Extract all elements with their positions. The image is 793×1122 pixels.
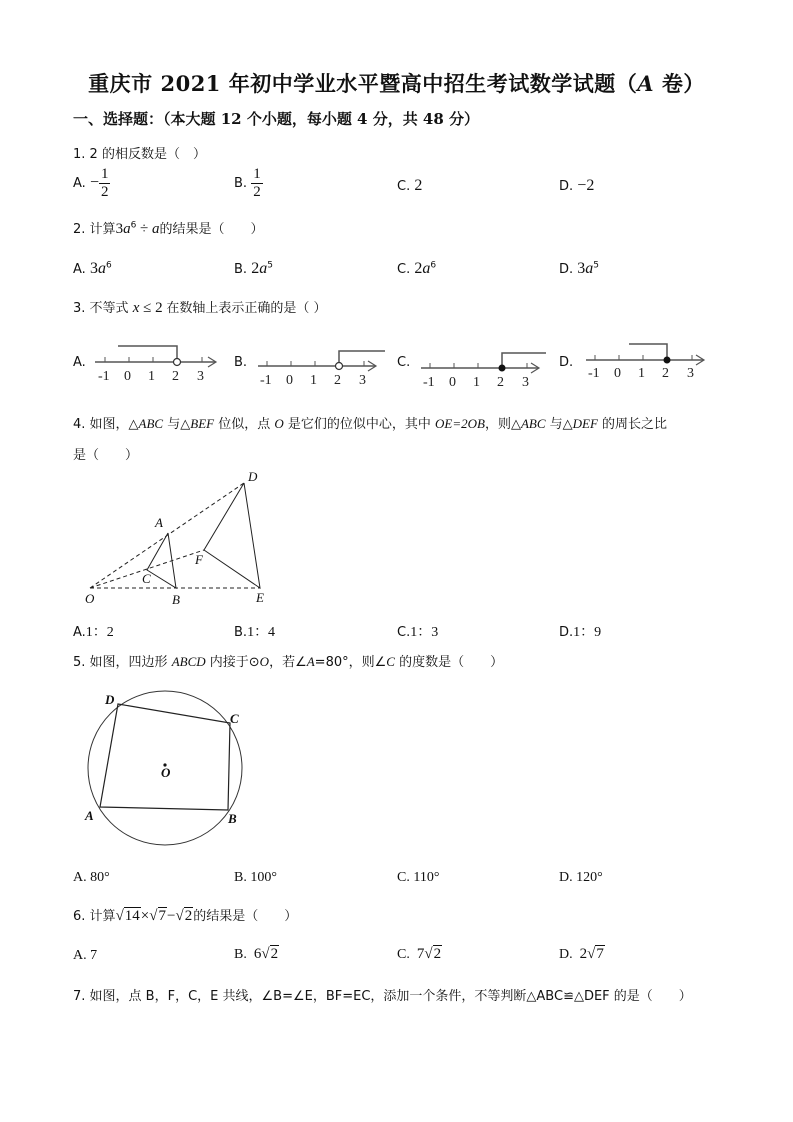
question-text: 如图，点 B，F，C，E 共线，∠B=∠E，BF=EC，添加一个条件，不等判断△ABC≌△DEF 的是（ ） (89, 989, 692, 1004)
q6-option-d: D. 2√7 (559, 946, 604, 962)
coef: 7 (416, 946, 425, 962)
option-value: 1：3 (410, 625, 439, 640)
radicand: 7 (596, 946, 604, 962)
math: OE=2OB (435, 416, 485, 431)
q2-option-b (234, 260, 273, 278)
option-value: 1：4 (247, 625, 276, 640)
svg-text:2: 2 (172, 369, 179, 384)
question-6 (73, 905, 297, 925)
text: ，则△ (484, 417, 521, 432)
q1-option-a (73, 166, 110, 201)
option-value: −2 (577, 177, 595, 194)
option-label: D. (559, 262, 574, 277)
coef: 2 (414, 260, 423, 277)
exp: 6 (430, 260, 437, 271)
option-label: D. (559, 870, 573, 885)
option-label: C. (397, 262, 411, 277)
text: 内接于⊙ (205, 655, 260, 670)
svg-text:-1: -1 (98, 369, 110, 384)
q3-option-b-numberline (255, 346, 390, 390)
question-text: 在数轴上表示正确的是（ ） (166, 301, 327, 316)
radicand: 14 (124, 908, 140, 924)
expr-op: ÷ (136, 221, 153, 237)
label-a: A (155, 515, 163, 530)
radicand: 2 (184, 908, 193, 924)
coef: 2 (251, 260, 260, 277)
option-label: A. (73, 948, 87, 963)
coef: 2 (579, 946, 588, 962)
question-number: 1. (73, 147, 86, 162)
q4-option-a (73, 621, 114, 641)
svg-text:-1: -1 (588, 366, 600, 381)
label-e: E (256, 590, 264, 605)
var: a (97, 260, 106, 277)
q3-option-d-label: D. (559, 355, 574, 370)
numerator: 1 (100, 166, 109, 182)
q4-similar-triangles-figure (70, 465, 290, 610)
question-number: 2. (73, 222, 86, 237)
q3-option-a-numberline (90, 340, 225, 388)
question-2 (73, 218, 264, 238)
text: 计算 (89, 909, 116, 924)
expr-exp: 6 (130, 220, 137, 231)
var: a (259, 260, 268, 277)
option-value: 1：2 (85, 625, 114, 640)
label-d: D (105, 692, 115, 707)
option-value: 2 (414, 177, 423, 194)
exp: 5 (593, 260, 600, 271)
question-text: 2 的相反数是（ ） (89, 147, 206, 162)
text: 位似，点 (214, 417, 275, 432)
text: 如图，四边形 (89, 655, 172, 670)
q3-option-c-label: C. (397, 355, 411, 370)
q6-option-c: C. 7√2 (397, 946, 442, 962)
question-text: 的结果是（ ） (159, 222, 264, 237)
expr-coef: 3 (115, 221, 124, 237)
q3-option-b-label: B. (234, 355, 248, 370)
q1-option-b (234, 166, 263, 201)
svg-text:-1: -1 (423, 375, 435, 390)
fraction (99, 166, 111, 201)
title-text: 重庆市 2021 年初中学业水平暨高中招生考试数学试题（ (88, 71, 638, 96)
option-value: 110° (413, 870, 440, 885)
svg-text:1: 1 (148, 369, 155, 384)
svg-text:1: 1 (310, 373, 317, 388)
q5-option-a (73, 870, 110, 886)
math: BEF (190, 416, 215, 431)
option-label: A. (73, 262, 86, 277)
question-3 (73, 297, 327, 317)
denominator: 2 (253, 184, 261, 200)
label-c: C (230, 711, 239, 726)
option-value: 80° (90, 870, 110, 885)
label-o: O (161, 765, 171, 780)
text: 的结果是（ ） (193, 909, 298, 924)
q3-option-c-numberline (418, 348, 553, 390)
coef: 3 (89, 260, 98, 277)
svg-text:3: 3 (522, 375, 529, 390)
question-4-line2: 是（ ） (73, 448, 139, 463)
sqrt: √7 (149, 908, 166, 924)
svg-text:3: 3 (197, 369, 204, 384)
q5-option-b (234, 870, 277, 886)
operator: × (140, 908, 150, 924)
option-label: A. (73, 625, 86, 640)
q4-option-c (397, 621, 438, 641)
option-label: B. (234, 176, 248, 191)
option-label: D. (559, 179, 574, 194)
option-label: B. (234, 947, 247, 962)
label-f: F (195, 552, 203, 567)
math: O (259, 654, 270, 669)
sqrt: √2 (175, 908, 193, 924)
question-5 (73, 651, 503, 670)
svg-text:1: 1 (638, 366, 645, 381)
option-label: B. (234, 870, 247, 885)
denominator: 2 (100, 184, 109, 200)
expr-var: a (152, 221, 160, 237)
q3-option-a-label: A. (73, 355, 86, 370)
q2-option-d (559, 260, 599, 278)
math: ABCD (171, 654, 206, 669)
svg-text:3: 3 (359, 373, 366, 388)
radicand: 7 (158, 908, 166, 924)
question-7 (73, 985, 692, 1004)
title-suffix: 卷） (654, 71, 705, 96)
question-4 (73, 413, 667, 432)
svg-text:2: 2 (497, 375, 504, 390)
option-value: 1：9 (573, 625, 602, 640)
var: x (132, 300, 140, 316)
q6-option-b: B. 6√2 (234, 946, 279, 962)
math: ABC (138, 416, 164, 431)
text: 的周长之比 (597, 417, 668, 432)
q3-option-d-numberline (583, 338, 718, 384)
exp: 6 (105, 260, 112, 271)
text: 是它们的位似中心，其中 (283, 417, 435, 432)
q5-inscribed-quadrilateral-figure (75, 680, 265, 860)
relation: ≤ 2 (139, 300, 167, 316)
question-number: 3. (73, 301, 86, 316)
minus-sign: − (89, 174, 99, 191)
question-1 (73, 143, 206, 162)
svg-text:2: 2 (334, 373, 341, 388)
svg-text:0: 0 (286, 373, 293, 388)
option-label: C. (397, 179, 411, 194)
q2-option-c (397, 260, 436, 278)
q1-option-d (559, 177, 594, 195)
question-text: 不等式 (89, 301, 129, 316)
section-heading: 一、选择题：（本大题 12 个小题，每小题 4 分，共 48 分） (73, 110, 480, 128)
exam-title (0, 68, 793, 98)
option-label: D. (559, 947, 573, 962)
option-label: C. (397, 625, 411, 640)
fraction (251, 166, 263, 201)
math: ABC (520, 416, 546, 431)
svg-text:1: 1 (473, 375, 480, 390)
svg-text:3: 3 (687, 366, 694, 381)
q4-option-d (559, 621, 601, 641)
svg-text:0: 0 (449, 375, 456, 390)
option-value: 7 (90, 948, 98, 963)
exp: 5 (267, 260, 273, 271)
label-d: D (248, 469, 258, 484)
q6-option-a (73, 948, 97, 964)
operator: − (167, 908, 176, 924)
var: a (585, 260, 594, 277)
question-text: 计算 (89, 222, 116, 237)
radicand: 2 (270, 946, 279, 962)
svg-text:2: 2 (662, 366, 669, 381)
q1-option-c (397, 177, 422, 195)
radicand: 2 (433, 946, 442, 962)
option-value: 100° (250, 870, 277, 885)
option-label: C. (397, 870, 410, 885)
question-number: 4. (73, 417, 86, 432)
math: C (386, 654, 395, 669)
question-number: 7. (73, 989, 86, 1004)
label-b: B (172, 592, 180, 607)
text: ，若∠ (269, 655, 307, 670)
expr-var: a (123, 221, 131, 237)
option-label: A. (73, 870, 87, 885)
coef: 6 (253, 946, 262, 962)
math: O (274, 416, 284, 431)
question-number: 6. (73, 909, 86, 924)
text: 与△ (545, 417, 573, 432)
q5-option-c (397, 870, 439, 886)
label-o: O (85, 591, 95, 606)
coef: 3 (577, 260, 586, 277)
text: 与△ (163, 417, 191, 432)
option-label: B. (234, 262, 248, 277)
option-label: C. (397, 947, 410, 962)
numerator: 1 (253, 166, 261, 182)
sqrt: √14 (115, 908, 140, 924)
q5-option-d (559, 870, 603, 886)
label-b: B (228, 811, 237, 826)
label-a: A (85, 808, 94, 823)
q4-option-b (234, 621, 275, 641)
option-label: D. (559, 625, 574, 640)
text: =80°，则∠ (314, 655, 387, 670)
var: a (422, 260, 431, 277)
text: 的度数是（ ） (394, 655, 504, 670)
svg-text:0: 0 (614, 366, 621, 381)
option-label: B. (234, 625, 248, 640)
label-c: C (142, 571, 151, 586)
q2-option-a (73, 260, 112, 278)
svg-text:-1: -1 (260, 373, 272, 388)
option-label: A. (73, 176, 86, 191)
math: DEF (572, 416, 598, 431)
text: 如图，△ (89, 417, 139, 432)
title-volume: A (637, 71, 655, 96)
option-value: 120° (576, 870, 603, 885)
math: A (306, 654, 315, 669)
svg-text:0: 0 (124, 369, 131, 384)
question-number: 5. (73, 655, 86, 670)
